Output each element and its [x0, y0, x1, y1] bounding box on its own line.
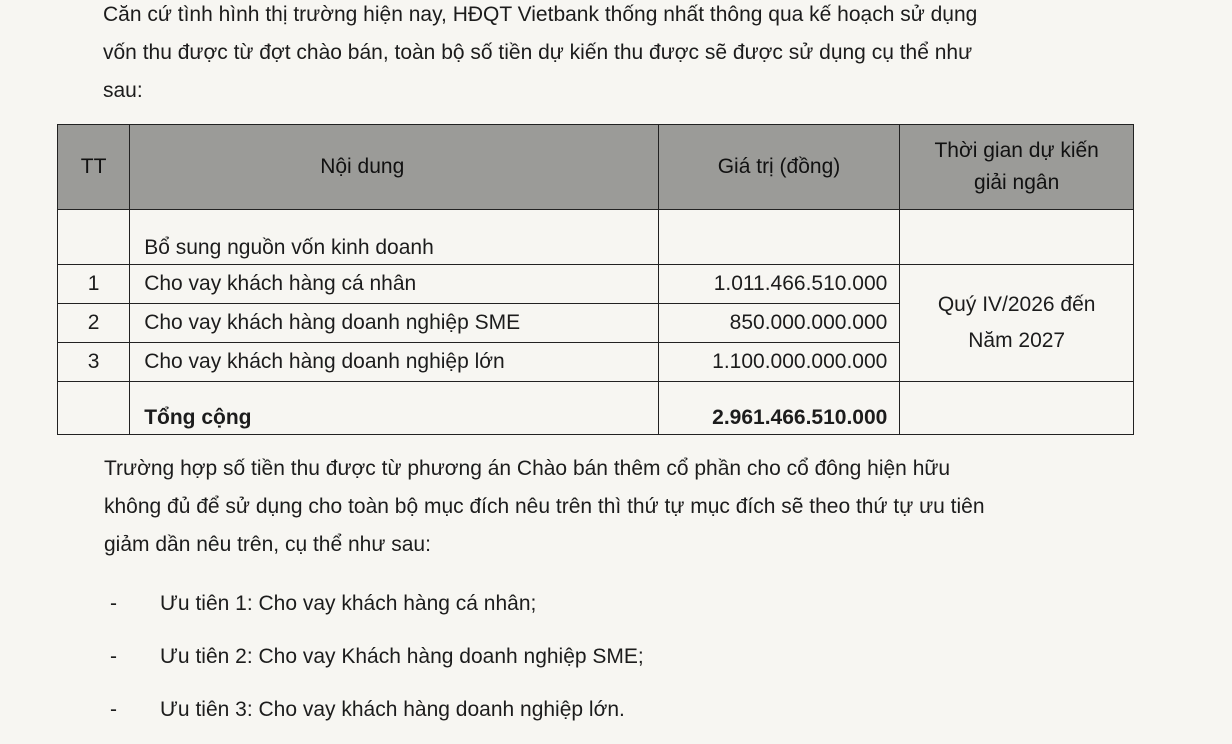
intro-line: Căn cứ tình hình thị trường hiện nay, HĐQT Vietbank thống nhất thông qua kế hoạch sử dụng	[103, 3, 978, 26]
intro-line: vốn thu được từ đợt chào bán, toàn bộ số tiền dự kiến thu được sẽ được sử dụng cụ thể như	[103, 41, 973, 64]
header-time-line1: Thời gian dự kiến	[934, 139, 1099, 162]
priority-text: Ưu tiên 3: Cho vay khách hàng doanh nghiệp lớn.	[160, 698, 625, 721]
table-row	[58, 265, 1134, 304]
fallback-line: giảm dần nêu trên, cụ thể như sau:	[104, 533, 431, 556]
header-value: Giá trị (đồng)	[658, 125, 900, 210]
cell-value-empty	[658, 210, 900, 265]
header-disbursement-time	[900, 125, 1134, 210]
time-span-line1: Quý IV/2026 đến	[937, 293, 1096, 316]
cell-tt: 3	[58, 343, 130, 382]
cell-value: 850.000.000.000	[658, 304, 900, 343]
capital-allocation-table	[57, 124, 1134, 435]
header-time-line2: giải ngân	[974, 171, 1060, 194]
cell-tt-empty	[58, 382, 130, 435]
cell-time-empty	[900, 382, 1134, 435]
cell-disbursement-time	[900, 265, 1134, 382]
cell-content: Cho vay khách hàng doanh nghiệp lớn	[130, 343, 658, 382]
cell-time-empty	[900, 210, 1134, 265]
cell-tt-empty	[58, 210, 130, 265]
fallback-paragraph	[104, 450, 1179, 564]
cell-tt: 1	[58, 265, 130, 304]
table-header-row	[58, 125, 1134, 210]
header-content: Nội dung	[130, 125, 658, 210]
cell-total-value: 2.961.466.510.000	[658, 382, 900, 435]
cell-tt: 2	[58, 304, 130, 343]
cell-total-label: Tổng cộng	[130, 382, 658, 435]
intro-line: sau:	[103, 79, 143, 102]
header-tt: TT	[58, 125, 130, 210]
fallback-line: Trường hợp số tiền thu được từ phương án Chào bán thêm cổ phần cho cổ đông hiện hữu	[104, 457, 951, 480]
intro-paragraph	[103, 0, 1178, 110]
cell-value: 1.011.466.510.000	[658, 265, 900, 304]
cell-group-label: Bổ sung nguồn vốn kinh doanh	[130, 210, 658, 265]
cell-content: Cho vay khách hàng doanh nghiệp SME	[130, 304, 658, 343]
fallback-line: không đủ để sử dụng cho toàn bộ mục đích nêu trên thì thứ tự mục đích sẽ theo thứ tự ưu tiên	[104, 495, 985, 518]
table-row-total	[58, 382, 1134, 435]
priority-text: Ưu tiên 2: Cho vay Khách hàng doanh nghiệp SME;	[160, 645, 644, 668]
list-dash: -	[110, 645, 117, 668]
time-span-line2: Năm 2027	[968, 329, 1066, 352]
table-row-group	[58, 210, 1134, 265]
priority-text: Ưu tiên 1: Cho vay khách hàng cá nhân;	[160, 592, 537, 615]
cell-content: Cho vay khách hàng cá nhân	[130, 265, 658, 304]
list-dash: -	[110, 698, 117, 721]
list-dash: -	[110, 592, 117, 615]
cell-value: 1.100.000.000.000	[658, 343, 900, 382]
